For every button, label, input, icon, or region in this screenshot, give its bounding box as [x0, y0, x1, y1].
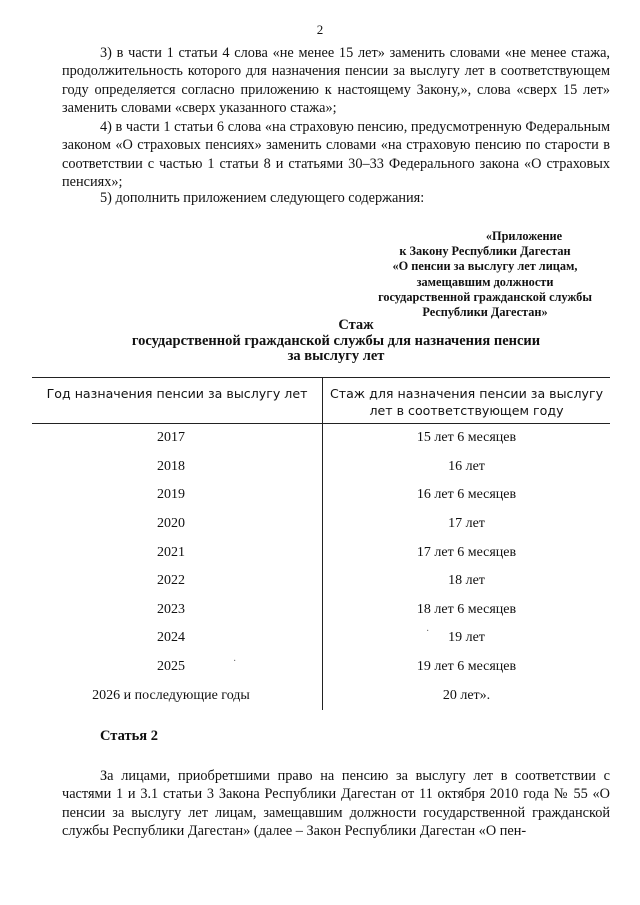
table-header-row	[32, 378, 610, 424]
year-cell: 2025	[32, 653, 323, 682]
scan-speck: ·	[426, 626, 430, 637]
stazh-cell: 16 лет 6 месяцев	[416, 487, 517, 503]
year-cell: 2018	[32, 453, 323, 482]
table-row	[32, 624, 610, 653]
amendment-paragraph-5: 5) дополнить приложением следующего содержания:	[100, 190, 425, 206]
table-heading-line: Стаж	[338, 317, 374, 333]
appendix-title: «Приложение	[485, 229, 563, 243]
article-title: Статья 2	[100, 728, 158, 744]
stazh-cell: 17 лет 6 месяцев	[416, 544, 517, 560]
year-cell: 2024	[32, 624, 323, 653]
stazh-cell: 18 лет	[448, 573, 485, 589]
table-heading-line: государственной гражданской службы для назначения пенсии	[131, 332, 541, 349]
year-cell: 2019	[32, 481, 323, 510]
appendix-line: государственной гражданской службы	[378, 289, 592, 304]
article-paragraph: За лицами, приобретшими право на пенсию за выслугу лет в соответствии с частями 1 и 3.1 статьи 3 Закона Республики Дагестан от 11 октября 2010 года № 55 «О пенсии за выслугу лет лицам, замещавшим должности государственной гражданской службы Республики Дагестан» (далее – Закон Республики Дагестан «О пен-	[62, 768, 610, 840]
col-header-year: Год назначения пенсии за выслугу лет	[32, 378, 323, 424]
stazh-cell: 20 лет».	[442, 687, 491, 703]
stazh-cell: 16 лет	[448, 458, 485, 474]
table-heading-line: за выслугу лет	[287, 348, 385, 365]
table-row	[32, 510, 610, 539]
table-heading	[62, 318, 610, 365]
appendix-line: замещавшим должности	[416, 274, 554, 289]
year-cell: 2020	[32, 510, 323, 539]
stazh-cell: 18 лет 6 месяцев	[416, 601, 517, 617]
col-header-stazh: Стаж для назначения пенсии за выслугу лет в соответствующем году	[323, 378, 611, 424]
amendment-paragraph-3: 3) в части 1 статьи 4 слова «не менее 15 лет» заменить словами «не менее стажа, продолжительность которого для назначения пенсии за выслугу лет в соответствующем году определяется согласно приложению к настоящему Закону,», слова «сверх 15 лет» заменить словами «сверх указанного стажа»;	[62, 45, 610, 117]
year-cell: 2022	[32, 567, 323, 596]
stazh-cell: 15 лет 6 месяцев	[416, 430, 517, 446]
year-cell: 2023	[32, 596, 323, 625]
scan-speck: ·	[233, 656, 237, 667]
table-row	[32, 481, 610, 510]
appendix-line: к Закону Республики Дагестан	[399, 244, 571, 259]
amendment-paragraph-4: 4) в части 1 статьи 6 слова «на страховую пенсию, предусмотренную Федеральным законом «О страховых пенсиях» заменить словами «на страховую пенсию по старости в соответствии с частью 1 статьи 8 и статьями 30–33 Федерального закона «О страховых пенсиях»;	[62, 119, 610, 191]
table-row	[32, 424, 610, 453]
stazh-cell: 17 лет	[448, 516, 485, 532]
year-cell: 2026 и последующие годы	[32, 681, 323, 710]
pension-service-table	[32, 377, 610, 710]
table-row	[32, 596, 610, 625]
year-cell: 2017	[32, 424, 323, 453]
appendix-line: «О пенсии за выслугу лет лицам,	[392, 259, 578, 274]
page-number: 2	[316, 22, 324, 37]
table-row	[32, 567, 610, 596]
table-row	[32, 538, 610, 567]
table-row	[32, 681, 610, 710]
table-row	[32, 653, 610, 682]
appendix-line: Республики Дагестан»	[422, 305, 548, 320]
appendix-header	[360, 229, 610, 320]
table-row	[32, 453, 610, 482]
stazh-cell: 19 лет	[448, 630, 485, 646]
year-cell: 2021	[32, 538, 323, 567]
stazh-cell: 19 лет 6 месяцев	[416, 659, 517, 675]
